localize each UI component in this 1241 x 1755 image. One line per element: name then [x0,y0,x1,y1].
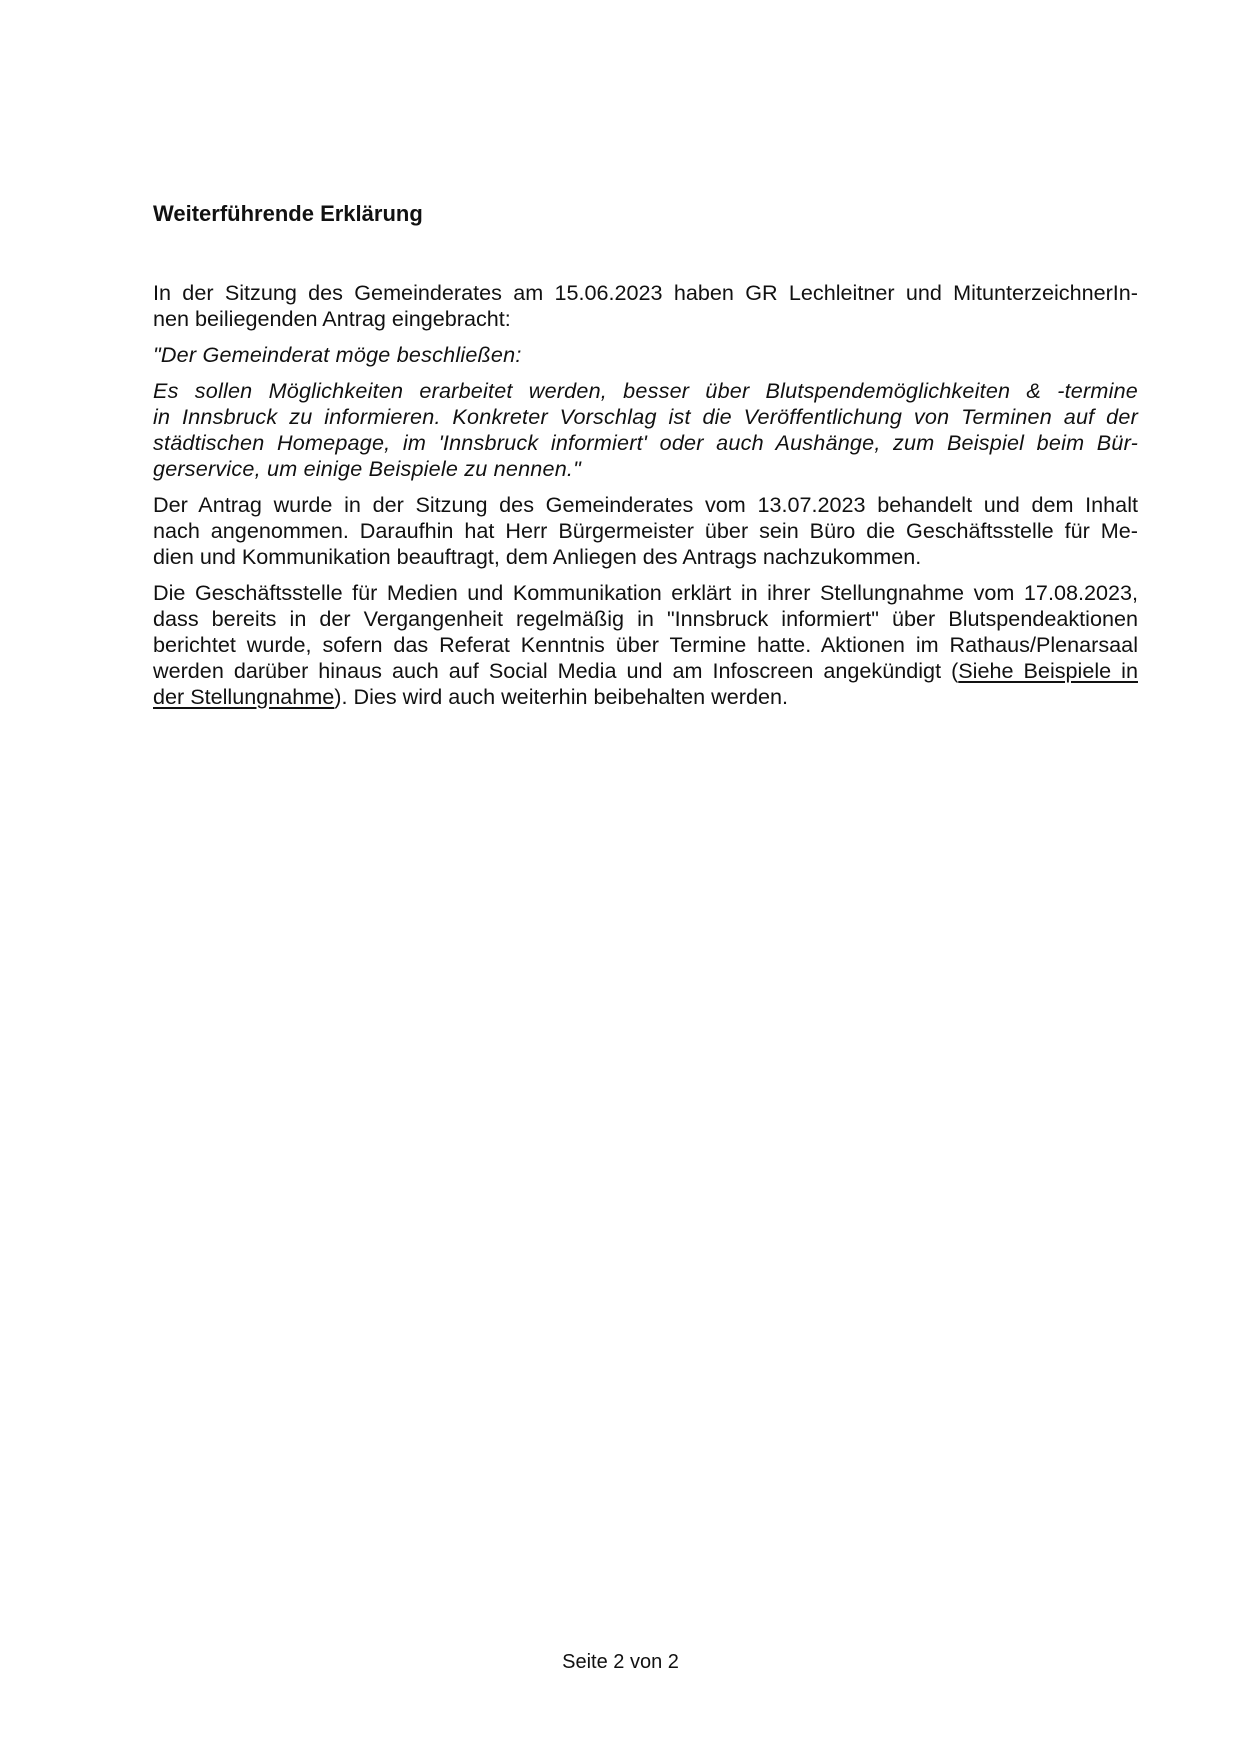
quote-line: "Der Gemeinderat möge beschließen: [153,342,522,367]
paragraph-line: Die Geschäftsstelle für Medien und Kommunikation erklärt in ihrer Stellungnahme vom 17.08.2023, [153,580,1138,605]
quote-line: städtischen Homepage, im 'Innsbruck informiert' oder auch Aushänge, zum Beispiel beim Bür- [153,430,1138,455]
paragraph-line: dass bereits in der Vergangenheit regelmäßig in "Innsbruck informiert" über Blutspendeaktionen [153,606,1138,631]
paragraph-line: berichtet wurde, sofern das Referat Kenntnis über Termine hatte. Aktionen im Rathaus/Plenarsaal [153,632,1138,657]
paragraph-text: ). Dies wird auch weiterhin beibehalten werden. [334,684,788,709]
paragraph-line: In der Sitzung des Gemeinderates am 15.06.2023 haben GR Lechleitner und MitunterzeichnerIn- [153,280,1138,305]
paragraph-text: werden darüber hinaus auch auf Social Media und am Infoscreen angekündigt ( [153,658,959,683]
paragraph-line: dien und Kommunikation beauftragt, dem Anliegen des Antrags nachzukommen. [153,544,922,569]
page-number-footer: Seite 2 von 2 [562,1651,679,1673]
quote-line: Es sollen Möglichkeiten erarbeitet werden, besser über Blutspendemöglichkeiten & -termine [153,378,1138,403]
paragraph-statement [153,580,1138,710]
paragraph-line: Der Antrag wurde in der Sitzung des Gemeinderates vom 13.07.2023 behandelt und dem Inhalt [153,492,1138,517]
quote-line: gerservice, um einige Beispiele zu nennen." [153,456,581,481]
paragraph-line: nach angenommen. Daraufhin hat Herr Bürgermeister über sein Büro die Geschäftsstelle für Me- [153,518,1138,543]
section-heading: Weiterführende Erklärung [153,201,423,226]
paragraph-line: nen beiliegenden Antrag eingebracht: [153,306,511,331]
quote-line: in Innsbruck zu informieren. Konkreter Vorschlag ist die Veröffentlichung von Terminen auf der [153,404,1138,429]
paragraph-intro [153,280,1138,332]
paragraph-decision [153,492,1138,570]
stellungnahme-link-part1[interactable]: Siehe Beispiele in [958,658,1138,683]
paragraph-line [153,684,1138,710]
page-content [153,200,1138,720]
stellungnahme-link-part2[interactable]: der Stellungnahme [153,684,335,709]
quote-body [153,378,1138,482]
quote-intro [153,342,1138,368]
paragraph-line [153,658,1138,684]
